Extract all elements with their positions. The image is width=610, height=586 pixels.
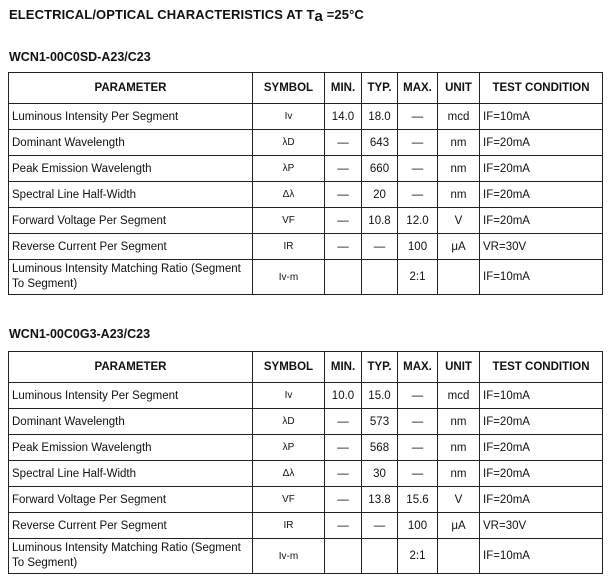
cell-unit: nm <box>438 461 480 487</box>
cell-max: — <box>398 383 438 409</box>
table-row <box>9 383 603 409</box>
cell-unit: V <box>438 487 480 513</box>
cell-symbol: IR <box>253 513 325 539</box>
cell-symbol: Iv <box>253 104 325 130</box>
cell-param: Reverse Current Per Segment <box>9 234 253 260</box>
cell-symbol: Iv <box>253 383 325 409</box>
cell-param: Spectral Line Half-Width <box>9 461 253 487</box>
cell-min: 14.0 <box>325 104 362 130</box>
cell-max: 2:1 <box>398 539 438 574</box>
cell-param: Luminous Intensity Per Segment <box>9 383 253 409</box>
cell-symbol: VF <box>253 208 325 234</box>
table-row <box>9 409 603 435</box>
cell-typ: 573 <box>362 409 398 435</box>
column-header-param: PARAMETER <box>9 352 253 383</box>
cell-param: Peak Emission Wavelength <box>9 156 253 182</box>
cell-min: — <box>325 513 362 539</box>
table-row <box>9 104 603 130</box>
cell-max: 100 <box>398 234 438 260</box>
cell-unit: mcd <box>438 383 480 409</box>
cell-param: Forward Voltage Per Segment <box>9 487 253 513</box>
cell-condition: IF=10mA <box>480 104 603 130</box>
cell-param: Luminous Intensity Matching Ratio (Segment To Segment) <box>9 539 253 574</box>
cell-condition: IF=10mA <box>480 260 603 295</box>
cell-min: — <box>325 234 362 260</box>
cell-symbol: Iv-m <box>253 260 325 295</box>
page-title <box>9 6 364 23</box>
cell-max: — <box>398 182 438 208</box>
cell-symbol: Iv-m <box>253 539 325 574</box>
cell-typ: 568 <box>362 435 398 461</box>
table-row <box>9 130 603 156</box>
cell-param: Forward Voltage Per Segment <box>9 208 253 234</box>
cell-typ: 643 <box>362 130 398 156</box>
cell-typ: — <box>362 513 398 539</box>
cell-min: — <box>325 130 362 156</box>
cell-condition: IF=20mA <box>480 182 603 208</box>
characteristics-table-1 <box>8 72 603 295</box>
cell-typ: 13.8 <box>362 487 398 513</box>
column-header-unit: UNIT <box>438 352 480 383</box>
cell-unit: μA <box>438 234 480 260</box>
cell-param: Spectral Line Half-Width <box>9 182 253 208</box>
cell-condition: IF=20mA <box>480 435 603 461</box>
cell-typ: 10.8 <box>362 208 398 234</box>
cell-typ: — <box>362 234 398 260</box>
column-header-unit: UNIT <box>438 73 480 104</box>
cell-typ: 18.0 <box>362 104 398 130</box>
cell-min <box>325 260 362 295</box>
cell-unit <box>438 260 480 295</box>
table-row <box>9 182 603 208</box>
cell-max: — <box>398 435 438 461</box>
cell-max: — <box>398 409 438 435</box>
cell-unit: V <box>438 208 480 234</box>
cell-min: — <box>325 156 362 182</box>
cell-min: — <box>325 435 362 461</box>
cell-param: Dominant Wavelength <box>9 130 253 156</box>
cell-condition: VR=30V <box>480 513 603 539</box>
cell-max: — <box>398 104 438 130</box>
section-title-2: WCN1-00C0G3-A23/C23 <box>9 327 151 341</box>
cell-typ: 30 <box>362 461 398 487</box>
cell-symbol: λP <box>253 435 325 461</box>
cell-symbol: VF <box>253 487 325 513</box>
cell-typ <box>362 260 398 295</box>
section-title-1: WCN1-00C0SD-A23/C23 <box>9 50 151 64</box>
cell-condition: VR=30V <box>480 234 603 260</box>
cell-param: Reverse Current Per Segment <box>9 513 253 539</box>
cell-min <box>325 539 362 574</box>
cell-param: Luminous Intensity Matching Ratio (Segment To Segment) <box>9 260 253 295</box>
cell-symbol: λP <box>253 156 325 182</box>
column-header-typ: TYP. <box>362 352 398 383</box>
cell-min: — <box>325 487 362 513</box>
cell-unit: μA <box>438 513 480 539</box>
page-title-suffix: =25°C <box>323 7 364 22</box>
cell-max: 2:1 <box>398 260 438 295</box>
cell-param: Luminous Intensity Per Segment <box>9 104 253 130</box>
cell-max: — <box>398 130 438 156</box>
cell-param: Peak Emission Wavelength <box>9 435 253 461</box>
cell-max: 100 <box>398 513 438 539</box>
cell-typ <box>362 539 398 574</box>
table-row <box>9 513 603 539</box>
column-header-param: PARAMETER <box>9 73 253 104</box>
column-header-symbol: SYMBOL <box>253 73 325 104</box>
cell-max: — <box>398 156 438 182</box>
cell-param: Dominant Wavelength <box>9 409 253 435</box>
cell-unit: nm <box>438 182 480 208</box>
cell-max: — <box>398 461 438 487</box>
column-header-symbol: SYMBOL <box>253 352 325 383</box>
cell-unit <box>438 539 480 574</box>
column-header-min: MIN. <box>325 352 362 383</box>
page-title-subscript: a <box>314 8 323 25</box>
table-row <box>9 260 603 295</box>
cell-unit: mcd <box>438 104 480 130</box>
column-header-max: MAX. <box>398 73 438 104</box>
cell-min: — <box>325 208 362 234</box>
header-row <box>9 73 603 104</box>
cell-symbol: λD <box>253 409 325 435</box>
cell-condition: IF=20mA <box>480 409 603 435</box>
cell-unit: nm <box>438 130 480 156</box>
cell-condition: IF=10mA <box>480 539 603 574</box>
column-header-max: MAX. <box>398 352 438 383</box>
table-row <box>9 539 603 574</box>
table-row <box>9 234 603 260</box>
cell-unit: nm <box>438 156 480 182</box>
cell-symbol: Δλ <box>253 182 325 208</box>
cell-unit: nm <box>438 409 480 435</box>
cell-condition: IF=20mA <box>480 130 603 156</box>
table-row <box>9 208 603 234</box>
cell-symbol: λD <box>253 130 325 156</box>
cell-symbol: IR <box>253 234 325 260</box>
cell-unit: nm <box>438 435 480 461</box>
cell-min: — <box>325 409 362 435</box>
cell-typ: 660 <box>362 156 398 182</box>
cell-condition: IF=20mA <box>480 461 603 487</box>
cell-min: — <box>325 461 362 487</box>
cell-typ: 20 <box>362 182 398 208</box>
column-header-condition: TEST CONDITION <box>480 73 603 104</box>
column-header-min: MIN. <box>325 73 362 104</box>
column-header-typ: TYP. <box>362 73 398 104</box>
cell-max: 12.0 <box>398 208 438 234</box>
table-row <box>9 435 603 461</box>
cell-condition: IF=20mA <box>480 156 603 182</box>
cell-condition: IF=20mA <box>480 208 603 234</box>
cell-condition: IF=20mA <box>480 487 603 513</box>
column-header-condition: TEST CONDITION <box>480 352 603 383</box>
cell-min: 10.0 <box>325 383 362 409</box>
cell-condition: IF=10mA <box>480 383 603 409</box>
header-row <box>9 352 603 383</box>
cell-max: 15.6 <box>398 487 438 513</box>
table-row <box>9 156 603 182</box>
table-row <box>9 461 603 487</box>
table-row <box>9 487 603 513</box>
cell-min: — <box>325 182 362 208</box>
characteristics-table-2 <box>8 351 603 574</box>
cell-typ: 15.0 <box>362 383 398 409</box>
cell-symbol: Δλ <box>253 461 325 487</box>
page-title-prefix: ELECTRICAL/OPTICAL CHARACTERISTICS AT T <box>9 7 315 22</box>
